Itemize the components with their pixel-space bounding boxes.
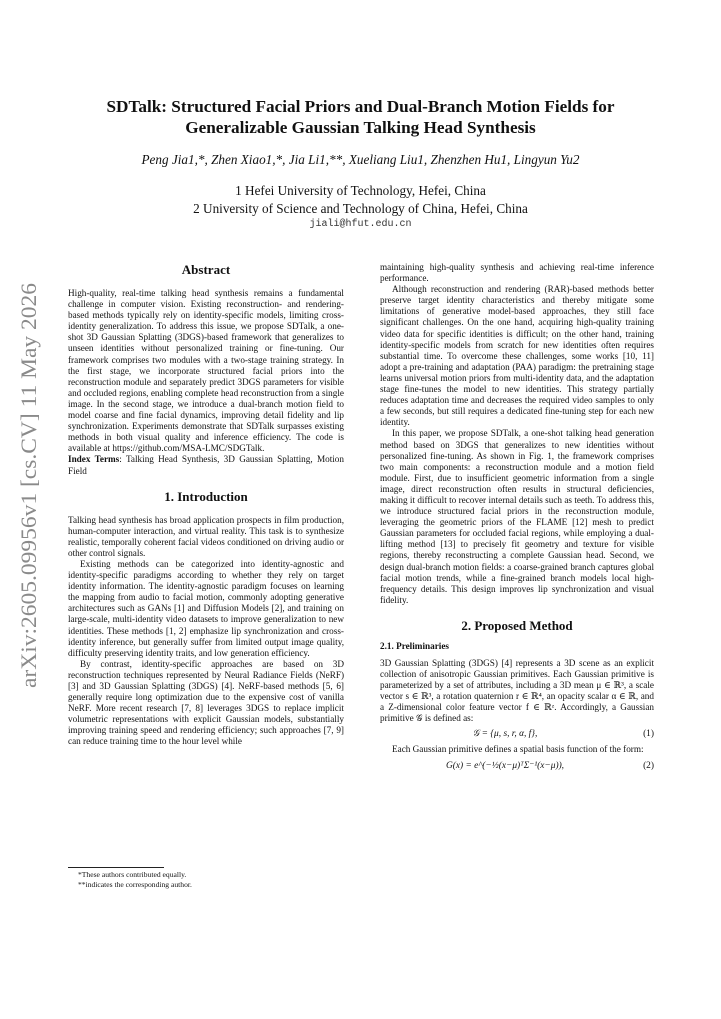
footnote-corresponding-author: **indicates the corresponding author. [78,880,192,889]
affiliation-2: 2 University of Science and Technology of China, Hefei, China [193,201,528,216]
author-list [60,151,661,168]
intro-paragraph-2: Existing methods can be categorized into identity-agnostic and identity-specific paradigms according to whether they rely on target identity information. The identity-agnostic paradigm focuses on learning the mapping from audio to facial motion, commonly adopting generative architectures such as GANs [1] and Diffusion Models [2], and training on large-scale, multi-identity video datasets to improve generalization to new identities. These methods [1, 2] emphasize lip synchronization and cross-identity inference, but generally suffer from limited output image quality, difficulty preserving identity traits, and low generation efficiency. [68,558,344,658]
left-column [68,262,344,748]
intro-paragraph-3: By contrast, identity-specific approaches are based on 3D reconstruction techniques represented by Neural Radiance Fields (NeRF) [3] and 3D Gaussian Splatting (3DGS) [4]. NeRF-based methods [5, 6] generally require long optimization due to the expensive cost of vanilla NeRF. More recent research [7, 8] leverages 3DGS to replace implicit volumetric representations with explicit Gaussian models, substantially improving training speed and rendering efficiency; such approaches [7, 9] can reduce training time to the hour level while [68,658,344,747]
equation-2-number: (2) [643,760,654,771]
footnotes [78,870,338,890]
introduction-heading: 1. Introduction [164,488,248,504]
preliminaries-heading: 2.1. Preliminaries [380,640,449,651]
title-line-1: SDTalk: Structured Facial Priors and Dual-Branch Motion Fields for [106,97,615,116]
preliminaries-paragraph: 3D Gaussian Splatting (3DGS) [4] represents a 3D scene as an explicit collection of anisotropic Gaussian primitives. Each Gaussian primitive is parameterized by a set of attributes, including a 3D mean μ ∈ ℝ³, a scale vector s ∈ ℝ³, a rotation quaternion r ∈ ℝ⁴, an opacity scalar α ∈ ℝ, and a Z-dimensional color feature vector f ∈ ℝᶻ. Accordingly, a Gaussian primitive 𝒢 is defined as: [380,657,654,724]
intro-paragraph-5: In this paper, we propose SDTalk, a one-shot talking head generation method based on 3DGS that generalizes to new identities without personalized fine-tuning. As shown in Fig. 1, the framework comprises two main components: a reconstruction module and a motion field module. First, due to insufficient geometric information from a single image, direct reconstruction often results in structural deficiencies, making it difficult to recover internal details such as teeth. To address this, we introduce structured facial priors in the reconstruction module, leveraging the geometric priors of the FLAME [12] mesh to predict Gaussian parameters for occluded facial regions, while employing a dual-lifting method [13] to precisely fit geometry and texture for visible regions, thereby reconstructing a complete Gaussian head. Second, we design dual-branch motion fields: a coarse-grained branch captures global facial motion trends, while a fine-grained branch models local high-frequency details. This design improves lip synchronization and visual fidelity. [380,428,654,605]
contact-email[interactable]: jiali@hfut.edu.cn [309,219,412,230]
equation-2-body: G(x) = e^(−½(x−μ)ᵀΣ⁻¹(x−μ)), [445,760,565,771]
equation-1 [380,728,654,740]
abstract-text: High-quality, real-time talking head synthesis remains a fundamental challenge in computer vision. Existing reconstruction- and rendering-based methods typically rely on identity-specific models, limiting cross-identity generalization. To address this issue, we propose SDTalk, a one-shot 3D Gaussian Splatting (3DGS)-based framework that generalizes to unseen identities without personalized training or fine-tuning. Our framework comprises two modules with a two-stage training strategy. In the first stage, we incorporate structured facial priors into the reconstruction module and separately predict 3DGS parameters for visible and occluded regions, enabling complete head reconstruction from a single image. In the second stage, we introduce a dual-branch motion field to model coarse and fine facial dynamics, improving detail fidelity and lip synchronization. Experiments demonstrate that SDTalk surpasses existing methods in both visual quality and inference efficiency. The code is available at https://github.com/MSA-LMC/SDGTalk. [68,288,344,454]
arxiv-identifier: arXiv:2605.09956v1 [cs.CV] 11 May 2026 [16,300,41,688]
intro-paragraph-1: Talking head synthesis has broad application prospects in film production, human-computer interaction, and virtual reality. This task is to synthesize realistic, temporally coherent facial videos conditioned on driving audio or other control signals. [68,514,344,558]
right-column [380,262,654,772]
footnote-equal-contribution: *These authors contributed equally. [78,870,187,879]
equation-1-body: 𝒢 = {μ, s, r, α, f}, [472,729,538,740]
index-terms-text: : Talking Head Synthesis, 3D Gaussian Splatting, Motion Field [68,454,344,476]
intro-continued: maintaining high-quality synthesis and achieving real-time inference performance. [380,262,654,284]
basis-function-paragraph: Each Gaussian primitive defines a spatial basis function of the form: [392,744,644,755]
proposed-method-heading: 2. Proposed Method [461,617,573,633]
intro-paragraph-4: Although reconstruction and rendering (RAR)-based methods better preserve target identity characteristics and thereby mitigate some limitations of generative model-based approaches, they still face significant challenges. On the one hand, acquiring high-quality training video data for specific identities is difficult; on the other hand, training identity-specific models from scratch for new identities often requires substantial time. To overcome these challenges, some works [10, 11] adopt a pre-training and adaptation (PAA) paradigm: the pretraining stage learns universal motion priors from multi-identity data, and the adaptation stage fine-tunes the model to new identities. This strategy partially reduces adaptation time and decreases the required video samples to only a few seconds, but still requires a dedicated fine-tuning step for each new identity. [380,284,654,428]
abstract-heading: Abstract [181,262,231,277]
paper-title [60,96,661,138]
footnote-rule [68,867,164,868]
arxiv-stamp [6,280,46,690]
index-terms [68,454,344,476]
index-terms-label: Index Terms [68,454,120,465]
equation-2 [380,760,654,772]
equation-1-number: (1) [643,729,654,740]
title-line-2: Generalizable Gaussian Talking Head Synthesis [185,118,536,137]
authors-text: Peng Jia1,*, Zhen Xiao1,*, Jia Li1,**, Xueliang Liu1, Zhenzhen Hu1, Lingyun Yu2 [141,152,580,167]
affiliation-1: 1 Hefei University of Technology, Hefei, China [235,183,486,198]
